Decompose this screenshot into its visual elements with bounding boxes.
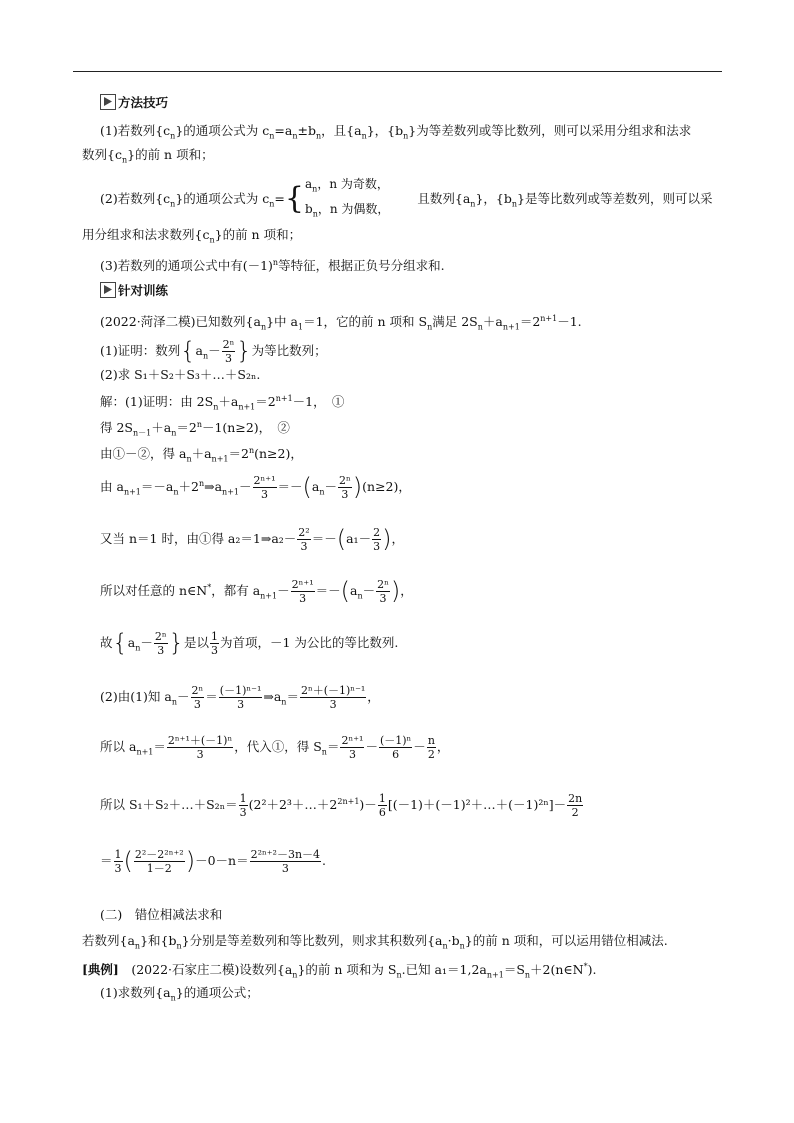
solution-step-2: 得 $2S_{n-1}+a_n=2^n-1(n\ge 2)$， ② xyxy=(100,420,290,438)
solution-part-2-step-4: ＝ $\frac{1}{3}$ ( $\frac{\text{2²－2²ⁿ⁺²}}{1-2}$ )－0－n＝ $\frac{\text{2²ⁿ⁺²－3n－4}}{3}$ . xyxy=(100,847,327,875)
example-part-1: (1)求数列$\{a_n\}$的通项公式； xyxy=(100,985,259,1003)
play-triangle-icon xyxy=(100,282,116,298)
paragraph-1-cont: 数列$\{c_n\}$的前 n 项和； xyxy=(82,147,214,165)
paragraph-2: (2)若数列$\{c_n\}$的通项公式为 $c_n=${ $a_n$，n 为奇数， $b_n$，n 为偶数， 且数列$\{a_n\}$，$\{b_n\}$是等比数列或等差数列，则可以采 xyxy=(100,177,713,219)
solution-step-4: 由 $a_{n+1}=-a_n+2^n\Rightarrow a_{n+1}-$ $\frac{\text{2ⁿ⁺¹}}{3}$ $=-(a_n-$ $\frac{\text{2ⁿ}}{3}$ )(n≥2)， xyxy=(100,473,411,501)
heading-method: 方法技巧 xyxy=(100,94,168,112)
solution-step-6: 所以对任意的 n∈N*，都有 $a_{n+1}-$ $\frac{\text{2ⁿ⁺¹}}{3}$ $=-(a_n-$ $\frac{\text{2ⁿ}}{3}$ )， xyxy=(100,577,413,605)
top-rule xyxy=(73,71,722,72)
solution-step-7: 故{$a_n-$ $\frac{\text{2ⁿ}}{3}$ }是以 $\frac{1}{3}$ 为首项，－1 为公比的等比数列. xyxy=(100,629,399,657)
question-stem: (2022·菏泽二模)已知数列$\{a_n\}$中 $a_1=1$，它的前 n 项和 $S_n$满足 $2S_n+a_{n+1}=2^{n+1}-1$. xyxy=(100,314,582,332)
solution-step-5: 又当 n＝1 时，由①得 a₂＝1⇒a₂－ $\frac{\text{2²}}{3}$ ＝－(a₁－ $\frac{2}{3}$ )， xyxy=(100,525,404,553)
paragraph-3: (3)若数列的通项公式中有$(-1)^n$等特征，根据正负号分组求和. xyxy=(100,258,445,274)
section-heading-2: (二) 错位相减法求和 xyxy=(100,907,223,922)
play-triangle-icon xyxy=(100,94,116,110)
section-2-intro: 若数列$\{a_n\}$和$\{b_n\}$分别是等差数列和等比数列，则求其积数列$\{a_n\cdot b_n\}$的前 n 项和，可以运用错位相减法. xyxy=(82,933,668,951)
solution-part-2-step-1: (2)由(1)知 $a_n-$ $\frac{\text{2ⁿ}}{3}$ ＝ $\frac{\text{(－1)ⁿ⁻¹}}{3}$ $\Rightarrow a_n=$ $\frac{\text{2ⁿ＋(－1)ⁿ⁻¹}}{3}$ ， xyxy=(100,684,380,711)
solution-part-2-step-2: 所以 $a_{n+1}=$ $\frac{\text{2ⁿ⁺¹＋(－1)ⁿ}}{3}$ ，代入①，得 $S_n=$ $\frac{\text{2ⁿ⁺¹}}{3}$ － $\frac{\text{(－1)ⁿ}}{6}$ － $\frac{n}{2}$ ， xyxy=(100,734,450,761)
solution-step-3: 由①－②，得 $a_n+a_{n+1}=2^n(n\ge 2)$， xyxy=(100,446,303,464)
solution-part-2-step-3: 所以 S₁＋S₂＋…＋S₂ₙ＝ $\frac{1}{3}$ $(2^2+2^3+\dots+2^{2n+1})-$ $\frac{1}{6}$ [(－1)＋(－1)²＋…＋(－1)²ⁿ]－ $\frac{2n}{2}$ xyxy=(100,792,583,819)
paragraph-2-cont: 用分组求和法求数列$\{c_n\}$的前 n 项和； xyxy=(82,227,302,245)
heading-practice: 针对训练 xyxy=(100,282,168,300)
solution-step-1: 解：(1)证明：由 $2S_n+a_{n+1}=2^{n+1}-1$， ① xyxy=(100,394,345,412)
question-part-2: (2)求 S₁＋S₂＋S₃＋…＋S₂ₙ. xyxy=(100,367,261,382)
example-stem: [典例] (2022·石家庄二模)设数列$\{a_n\}$的前 n 项和为 $S_n$.已知 $a_1=1,2a_{n+1}=S_n+2(n\in N^*)$. xyxy=(82,962,597,980)
question-part-1: (1)证明：数列{$a_n-$ $\frac{\text{2ⁿ}}{3}$ }为等比数列； xyxy=(100,337,327,365)
paragraph-1: (1)若数列$\{c_n\}$的通项公式为 $c_n=a_n\pm b_n$，且$\{a_n\}$，$\{b_n\}$为等差数列或等比数列，则可以采用分组求和法求 xyxy=(100,123,692,141)
